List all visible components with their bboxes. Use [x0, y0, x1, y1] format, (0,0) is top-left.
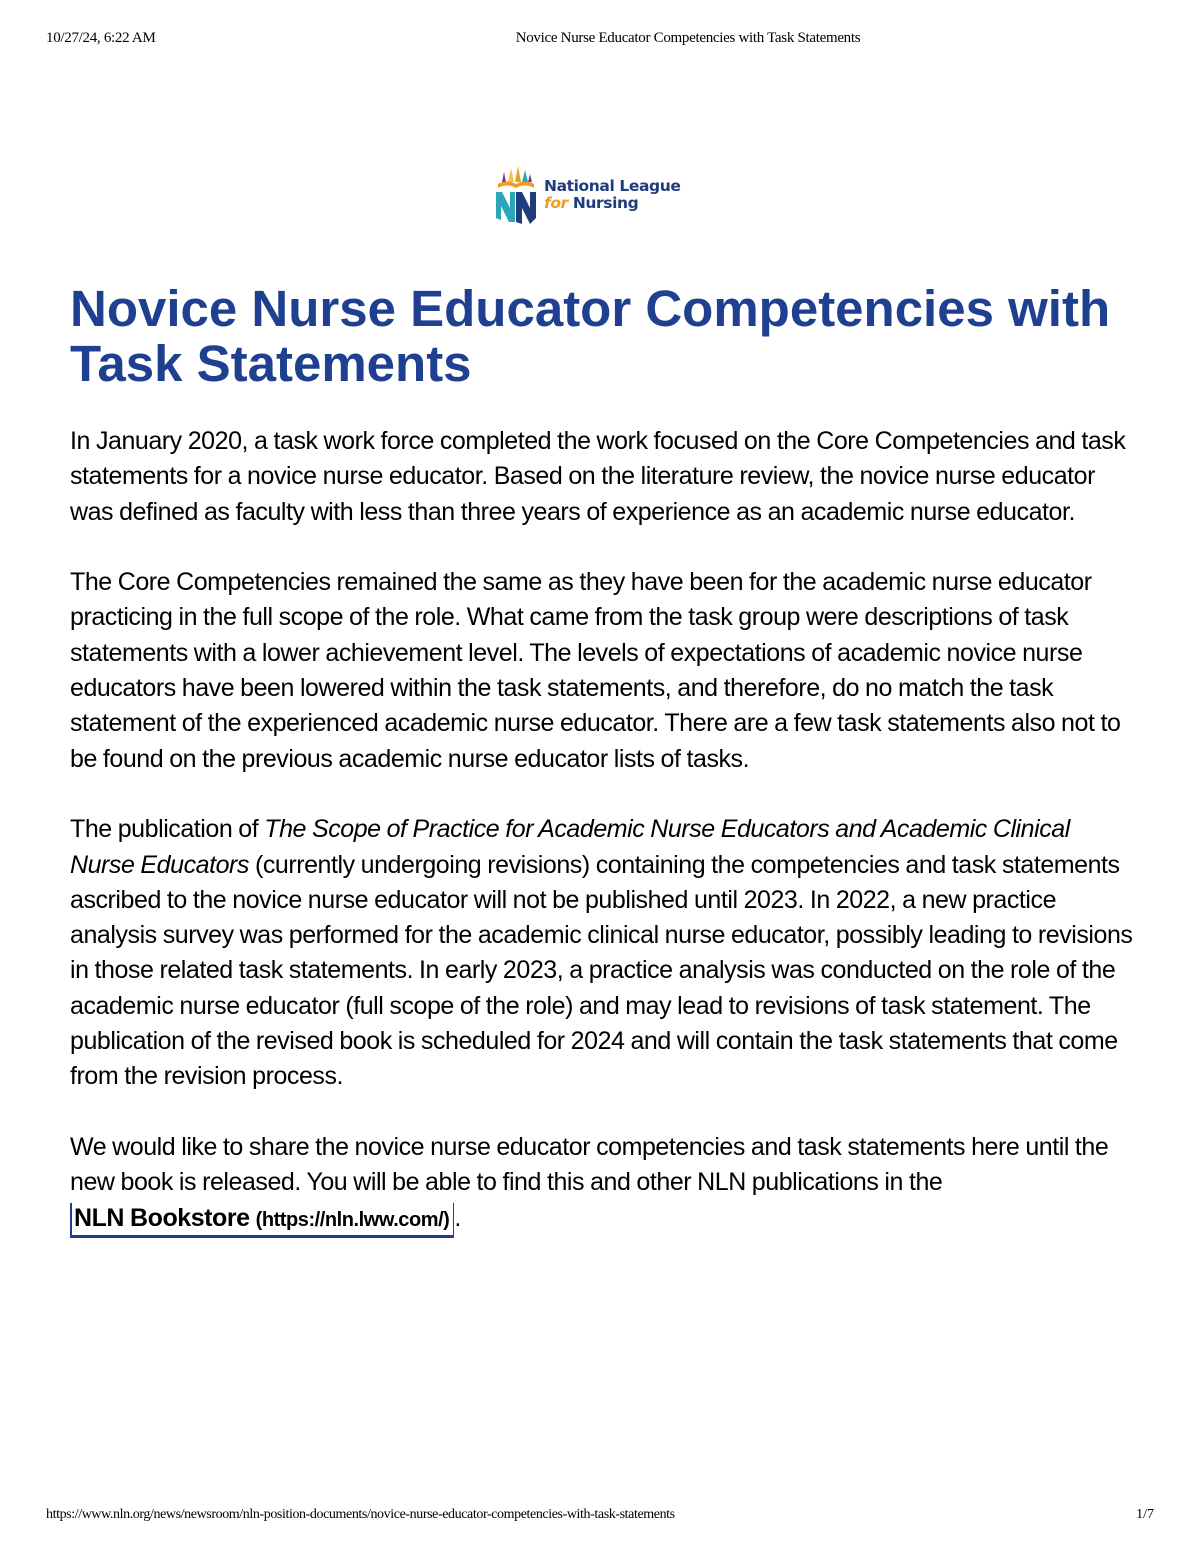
logo-line-2 [544, 195, 681, 212]
paragraph-1: In January 2020, a task work force completed the work focused on the Core Competencies and task statements for a novice nurse educator. Based on the literature review, the novice nurse educator was defined as faculty with less than three years of experience as an academic nurse educator. [70, 427, 1126, 526]
article-title: Novice Nurse Educator Competencies with Task Statements [70, 280, 1111, 392]
logo-for: for [544, 194, 568, 212]
nln-logo-text [544, 178, 681, 212]
logo-line-1: National League [544, 177, 681, 195]
print-header-title: Novice Nurse Educator Competencies with Task Statements [515, 30, 861, 46]
paragraph-2: The Core Competencies remained the same as they have been for the academic nurse educator practicing in the full scope of the role. What came from the task group were descriptions of task statements with a lower achievement level. The levels of expectations of academic novice nurse educators have been lowered within the task statements, and therefore, do no match the task statement of the experienced academic nurse educator. There are a few task statements also not to be found on the previous academic nurse educator lists of tasks. [70, 568, 1121, 773]
article-body [70, 424, 1140, 1273]
paragraph-3 [70, 812, 1140, 1094]
bookstore-link-url[interactable]: (https://nln.lww.com/) [255, 1208, 450, 1231]
paragraph-3-intro: The publication of [70, 815, 265, 844]
paragraph-4-end: . [454, 1203, 461, 1232]
bookstore-link-text[interactable]: NLN Bookstore [74, 1203, 250, 1232]
paragraph-3-rest: (currently undergoing revisions) containing the competencies and task statements ascribed to the novice nurse educator will not be published until 2023. In 2022, a new practice analysis survey was performed for the academic clinical nurse educator, possibly leading to revisions in those related task statements. In early 2023, a practice analysis was conducted on the role of the academic nurse educator (full scope of the role) and may lead to revisions of task statement. The publication of the revised book is scheduled for 2024 and will contain the task statements that come from the revision process. [70, 850, 1133, 1091]
paragraph-4-intro: We would like to share the novice nurse educator competencies and task statements here until the new book is released. You will be able to find this and other NLN publications in the [70, 1132, 1109, 1197]
print-footer-url: https://www.nln.org/news/newsroom/nln-position-documents/novice-nurse-educator-competencies-with-task-statements [46, 1507, 675, 1522]
bookstore-link[interactable] [70, 1203, 454, 1238]
book-title: The Scope of Practice for Academic Nurse Educators and Academic Clinical Nurse Educators [70, 815, 1070, 879]
paragraph-4 [70, 1130, 1140, 1238]
nln-logo[interactable] [492, 162, 681, 228]
logo-nursing: Nursing [572, 194, 639, 212]
nln-logo-mark-icon [492, 162, 540, 228]
print-footer-page-number: 1/7 [1136, 1507, 1154, 1522]
print-header-datetime: 10/27/24, 6:22 AM [46, 30, 156, 46]
